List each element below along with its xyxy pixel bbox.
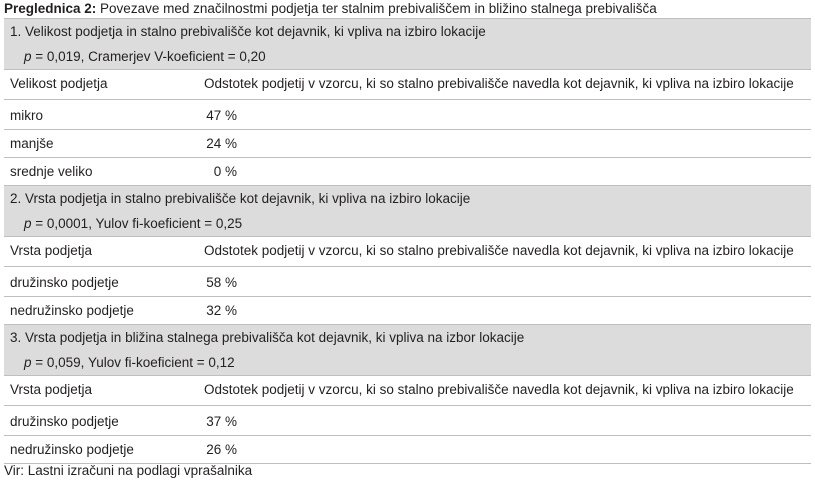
column-header-percentage: Odstotek podjetij v vzorcu, ki so stalno prebivališče navedla kot dejavnik, ki vpliva na izbiro lokacije xyxy=(204,243,794,258)
column-header-category: Vrsta podjetja xyxy=(10,382,93,397)
results-table xyxy=(4,18,811,464)
row-value: 58 % xyxy=(206,275,237,290)
section-title-row xyxy=(4,19,811,45)
p-symbol: p xyxy=(24,216,32,231)
column-header-row xyxy=(4,237,811,267)
row-label: družinsko podjetje xyxy=(10,275,119,290)
table-caption xyxy=(4,1,657,17)
section-stat xyxy=(24,49,266,64)
section-stat-row xyxy=(4,351,811,376)
table-row xyxy=(4,267,811,297)
p-symbol: p xyxy=(24,49,32,64)
row-value: 47 % xyxy=(206,108,237,123)
row-value: 0 % xyxy=(213,164,237,179)
section-title: 3. Vrsta podjetja in bližina stalnega prebivališča kot dejavnik, ki vpliva na izbor lokacije xyxy=(10,330,525,345)
table-row xyxy=(4,436,811,464)
caption-label: Preglednica 2: xyxy=(4,1,97,16)
source-note: Vir: Lastni izračuni na podlagi vprašalnika xyxy=(4,463,253,478)
column-header-percentage: Odstotek podjetij v vzorcu, ki so stalno prebivališče navedla kot dejavnik, ki vpliva na izbiro lokacije xyxy=(204,382,794,397)
row-label: srednje veliko xyxy=(10,164,93,179)
row-value: 26 % xyxy=(206,442,237,457)
section-stat xyxy=(24,216,242,231)
stat-text: = 0,019, Cramerjev V-koeficient = 0,20 xyxy=(31,49,266,64)
row-label: mikro xyxy=(10,108,43,123)
column-header-row xyxy=(4,70,811,100)
table-row xyxy=(4,130,811,158)
row-label: družinsko podjetje xyxy=(10,414,119,429)
section-title-row xyxy=(4,186,811,212)
column-header-percentage: Odstotek podjetij v vzorcu, ki so stalno prebivališče navedla kot dejavnik, ki vpliva na izbiro lokacije xyxy=(204,76,794,91)
section-stat-row xyxy=(4,212,811,237)
stat-text: = 0,0001, Yulov fi-koeficient = 0,25 xyxy=(31,216,243,231)
row-value: 32 % xyxy=(206,303,237,318)
row-value: 24 % xyxy=(206,136,237,151)
stat-text: = 0,059, Yulov fi-koeficient = 0,12 xyxy=(31,355,235,370)
table-row xyxy=(4,158,811,186)
section-stat-row xyxy=(4,45,811,70)
column-header-row xyxy=(4,376,811,406)
section-title: 1. Velikost podjetja in stalno prebivališče kot dejavnik, ki vpliva na izbiro lokacije xyxy=(10,24,486,39)
section-stat xyxy=(24,355,235,370)
row-label: nedružinsko podjetje xyxy=(10,303,134,318)
caption-text: Povezave med značilnostmi podjetja ter stalnim prebivališčem in bližino stalnega prebivališča xyxy=(96,1,657,16)
section-title: 2. Vrsta podjetja in stalno prebivališče kot dejavnik, ki vpliva na izbiro lokacije xyxy=(10,191,471,206)
row-label: nedružinsko podjetje xyxy=(10,442,134,457)
table-row xyxy=(4,100,811,130)
row-value: 37 % xyxy=(206,414,237,429)
row-label: manjše xyxy=(10,136,54,151)
table-row xyxy=(4,297,811,325)
p-symbol: p xyxy=(24,355,32,370)
column-header-category: Vrsta podjetja xyxy=(10,243,93,258)
table-row xyxy=(4,406,811,436)
section-title-row xyxy=(4,325,811,351)
column-header-category: Velikost podjetja xyxy=(10,76,108,91)
